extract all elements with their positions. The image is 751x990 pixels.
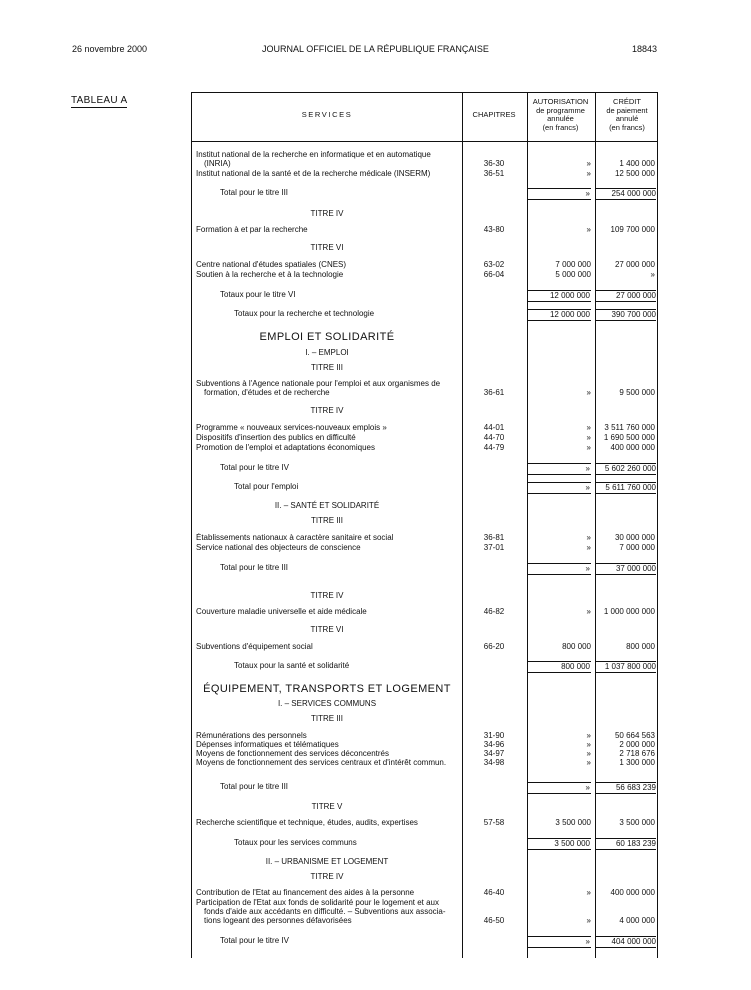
row-autorisation: » xyxy=(528,463,591,475)
row-autorisation: » xyxy=(586,443,591,452)
row-autorisation: » xyxy=(586,433,591,442)
subsection-heading: II. – URBANISME ET LOGEMENT xyxy=(265,857,389,866)
row-label-text: Couverture maladie universelle et aide médicale xyxy=(196,607,367,616)
row-label-text: Total pour le titre III xyxy=(220,782,289,791)
row-label xyxy=(196,225,459,234)
budget-table xyxy=(191,92,658,958)
row-label xyxy=(196,758,459,767)
row-label xyxy=(196,543,459,552)
row-credit: 1 000 000 000 xyxy=(603,607,655,616)
column-header-autorisation xyxy=(527,98,594,132)
row-chapitre: 36-51 xyxy=(483,169,505,178)
row-label xyxy=(196,818,459,827)
subsection-heading: I. – SERVICES COMMUNS xyxy=(277,699,377,708)
header-page-number: 18843 xyxy=(631,44,657,54)
row-autorisation: » xyxy=(528,563,591,575)
total-row xyxy=(192,782,659,796)
table-row xyxy=(192,388,659,402)
row-label-text: Dépenses informatiques et télématiques xyxy=(196,740,339,749)
titre-heading: TITRE VI xyxy=(310,625,344,634)
row-label-text: Institut national de la recherche en informatique et en automatique xyxy=(196,150,431,159)
row-chapitre: 36-81 xyxy=(483,533,505,542)
row-label-text: Rémunérations des personnels xyxy=(196,731,307,740)
table-row xyxy=(192,818,659,832)
column-header-chapitres: CHAPITRES xyxy=(472,110,516,119)
row-chapitre: 66-20 xyxy=(483,642,505,651)
row-label-text: Établissements nationaux à caractère sanitaire et social xyxy=(196,533,394,542)
row-credit: 254 000 000 xyxy=(596,188,656,200)
row-credit: 12 500 000 xyxy=(614,169,655,178)
row-credit: 109 700 000 xyxy=(610,225,655,234)
row-label-text: Soutien à la recherche et à la technologie xyxy=(196,270,344,279)
row-chapitre: 34-96 xyxy=(483,740,505,749)
row-label xyxy=(196,642,459,651)
total-row xyxy=(192,463,659,477)
table-row xyxy=(192,543,659,557)
row-credit: 4 000 000 xyxy=(619,916,655,925)
row-autorisation: » xyxy=(586,749,591,758)
row-label xyxy=(196,423,459,432)
row-label xyxy=(220,463,459,472)
total-row xyxy=(192,482,659,496)
row-label xyxy=(196,888,459,897)
row-credit: 3 500 000 xyxy=(619,818,655,827)
row-credit: 9 500 000 xyxy=(619,388,655,397)
row-label xyxy=(234,309,459,318)
row-autorisation: » xyxy=(586,169,591,178)
titre-heading: TITRE IV xyxy=(310,872,344,881)
subsection-heading: I. – EMPLOI xyxy=(305,348,349,357)
total-row xyxy=(192,661,659,675)
row-credit: 2 718 676 xyxy=(619,749,655,758)
row-label-text: Subventions d'équipement social xyxy=(196,642,313,651)
header-line: annulée xyxy=(547,114,574,124)
total-row xyxy=(192,563,659,577)
total-row xyxy=(192,290,659,304)
row-label xyxy=(204,159,459,168)
row-credit: 1 300 000 xyxy=(619,758,655,767)
total-row xyxy=(192,936,659,950)
row-autorisation: » xyxy=(528,936,591,948)
table-row xyxy=(192,607,659,621)
row-autorisation: » xyxy=(586,607,591,616)
row-label xyxy=(234,838,459,847)
row-label xyxy=(196,740,459,749)
row-autorisation: 7 000 000 xyxy=(555,260,591,269)
table-row xyxy=(192,916,659,930)
titre-heading: TITRE IV xyxy=(310,591,344,600)
row-chapitre: 46-40 xyxy=(483,888,505,897)
row-autorisation: 3 500 000 xyxy=(555,818,591,827)
row-autorisation: » xyxy=(586,225,591,234)
row-label-text: Totaux pour la recherche et technologie xyxy=(234,309,375,318)
row-autorisation: » xyxy=(586,543,591,552)
row-label xyxy=(196,270,459,279)
header-line: (en francs) xyxy=(609,122,645,132)
row-autorisation: » xyxy=(528,188,591,200)
titre-heading: TITRE IV xyxy=(310,406,344,415)
table-header xyxy=(192,92,657,142)
row-chapitre: 44-01 xyxy=(483,423,505,432)
row-label-text: formation, d'études et de recherche xyxy=(204,388,330,397)
row-label xyxy=(196,607,459,616)
row-autorisation: 5 000 000 xyxy=(555,270,591,279)
row-credit: 50 664 563 xyxy=(614,731,655,740)
row-autorisation: » xyxy=(586,388,591,397)
titre-heading: TITRE IV xyxy=(310,209,344,218)
titre-heading: TITRE V xyxy=(311,802,343,811)
row-label-text: Subventions à l'Agence nationale pour l'emploi et aux organismes de xyxy=(196,379,441,388)
row-credit: » xyxy=(650,270,655,279)
row-label-text: Total pour le titre IV xyxy=(220,936,289,945)
row-credit: 2 000 000 xyxy=(619,740,655,749)
row-credit: 5 602 260 000 xyxy=(596,463,656,475)
row-label xyxy=(204,907,459,916)
header-line: CRÉDIT xyxy=(613,97,641,106)
table-row xyxy=(192,169,659,183)
header-line: annulé xyxy=(615,114,639,124)
row-label-text: Moyens de fonctionnement des services déconcentrés xyxy=(196,749,389,758)
table-row xyxy=(192,270,659,284)
row-credit: 7 000 000 xyxy=(619,543,655,552)
row-label xyxy=(196,169,459,178)
row-label-text: Centre national d'études spatiales (CNES) xyxy=(196,260,347,269)
row-autorisation: » xyxy=(586,758,591,767)
row-label xyxy=(204,916,459,925)
header-line: de paiement xyxy=(606,105,648,115)
row-autorisation: » xyxy=(586,740,591,749)
row-label xyxy=(196,379,459,388)
row-autorisation: 800 000 xyxy=(528,661,591,673)
header-line: de programme xyxy=(536,105,585,115)
row-chapitre: 46-50 xyxy=(483,916,505,925)
row-label-text: tions logeant des personnes défavorisées xyxy=(204,916,352,925)
row-label xyxy=(196,898,459,907)
row-label-text: Total pour le titre IV xyxy=(220,463,289,472)
subsection-heading: II. – SANTÉ ET SOLIDARITÉ xyxy=(274,501,380,510)
row-label-text: Total pour l'emploi xyxy=(234,482,299,491)
row-label-text: Formation à et par la recherche xyxy=(196,225,308,234)
row-chapitre: 34-97 xyxy=(483,749,505,758)
row-autorisation: 3 500 000 xyxy=(528,838,591,850)
row-label xyxy=(220,563,459,572)
row-chapitre: 43-80 xyxy=(483,225,505,234)
row-credit: 60 183 239 xyxy=(596,838,656,850)
row-label xyxy=(234,482,459,491)
row-label xyxy=(196,433,459,442)
total-row xyxy=(192,838,659,852)
section-heading: EMPLOI ET SOLIDARITÉ xyxy=(259,331,395,343)
row-credit: 400 000 000 xyxy=(610,443,655,452)
total-row xyxy=(192,309,659,323)
column-header-services: SERVICES xyxy=(301,110,353,119)
row-credit: 56 683 239 xyxy=(596,782,656,794)
table-row xyxy=(192,758,659,772)
section-heading: ÉQUIPEMENT, TRANSPORTS ET LOGEMENT xyxy=(203,683,451,695)
row-credit: 390 700 000 xyxy=(596,309,656,321)
row-label-text: Total pour le titre III xyxy=(220,563,289,572)
total-row xyxy=(192,188,659,202)
row-autorisation: 12 000 000 xyxy=(528,309,591,321)
row-chapitre: 36-30 xyxy=(483,159,505,168)
row-label xyxy=(196,749,459,758)
row-credit: 37 000 000 xyxy=(596,563,656,575)
row-label-text: Total pour le titre III xyxy=(220,188,289,197)
row-autorisation: » xyxy=(586,423,591,432)
row-credit: 27 000 000 xyxy=(614,260,655,269)
row-chapitre: 31-90 xyxy=(483,731,505,740)
row-autorisation: » xyxy=(586,533,591,542)
row-autorisation: » xyxy=(528,482,591,494)
row-label xyxy=(204,388,459,397)
table-tag: TABLEAU A xyxy=(71,95,128,106)
row-autorisation: » xyxy=(586,916,591,925)
row-chapitre: 44-79 xyxy=(483,443,505,452)
row-chapitre: 44-70 xyxy=(483,433,505,442)
header-line: AUTORISATION xyxy=(532,97,589,106)
row-credit: 27 000 000 xyxy=(596,290,656,302)
row-label-text: Promotion de l'emploi et adaptations économiques xyxy=(196,443,375,452)
row-label-text: Dispositifs d'insertion des publics en difficulté xyxy=(196,433,356,442)
row-credit: 5 611 760 000 xyxy=(596,482,656,494)
row-chapitre: 63-02 xyxy=(483,260,505,269)
row-label xyxy=(196,731,459,740)
row-credit: 1 400 000 xyxy=(619,159,655,168)
row-label xyxy=(196,150,459,159)
row-chapitre: 46-82 xyxy=(483,607,505,616)
column-header-credit xyxy=(595,98,659,132)
row-label-text: Moyens de fonctionnement des services centraux et d'intérêt commun. xyxy=(196,758,447,767)
row-label-text: Service national des objecteurs de conscience xyxy=(196,543,361,552)
titre-heading: TITRE III xyxy=(311,363,343,372)
row-label xyxy=(220,936,459,945)
row-label xyxy=(196,260,459,269)
header-date: 26 novembre 2000 xyxy=(72,44,148,54)
row-label-text: Totaux pour les services communs xyxy=(234,838,357,847)
titre-heading: TITRE III xyxy=(311,714,343,723)
row-autorisation: » xyxy=(586,731,591,740)
row-credit: 30 000 000 xyxy=(614,533,655,542)
row-credit: 404 000 000 xyxy=(596,936,656,948)
row-label xyxy=(220,290,459,299)
row-label-text: Institut national de la santé et de la recherche médicale (INSERM) xyxy=(196,169,431,178)
row-label-text: Participation de l'Etat aux fonds de solidarité pour le logement et aux xyxy=(196,898,440,907)
row-credit: 800 000 xyxy=(626,642,655,651)
table-row xyxy=(192,443,659,457)
row-autorisation: » xyxy=(586,159,591,168)
row-chapitre: 66-04 xyxy=(483,270,505,279)
row-credit: 3 511 760 000 xyxy=(604,423,655,432)
row-label-text: Totaux pour la santé et solidarité xyxy=(234,661,350,670)
row-label xyxy=(196,443,459,452)
row-label xyxy=(220,782,459,791)
table-row xyxy=(192,642,659,656)
row-autorisation: 800 000 xyxy=(562,642,591,651)
row-autorisation: » xyxy=(586,888,591,897)
row-label-text: Recherche scientifique et technique, études, audits, expertises xyxy=(196,818,418,827)
header-journal-title: JOURNAL OFFICIEL DE LA RÉPUBLIQUE FRANÇAISE xyxy=(262,44,489,54)
row-autorisation: 12 000 000 xyxy=(528,290,591,302)
row-label xyxy=(196,533,459,542)
row-chapitre: 36-61 xyxy=(483,388,505,397)
row-label-text: (INRIA) xyxy=(204,159,231,168)
row-credit: 1 690 500 000 xyxy=(603,433,655,442)
row-label-text: Totaux pour le titre VI xyxy=(220,290,296,299)
titre-heading: TITRE VI xyxy=(310,243,344,252)
row-credit: 400 000 000 xyxy=(610,888,655,897)
table-row xyxy=(192,225,659,239)
row-label xyxy=(220,188,459,197)
row-credit: 1 037 800 000 xyxy=(596,661,656,673)
row-chapitre: 37-01 xyxy=(483,543,505,552)
row-chapitre: 57-58 xyxy=(483,818,505,827)
row-label xyxy=(234,661,459,670)
titre-heading: TITRE III xyxy=(311,516,343,525)
row-chapitre: 34-98 xyxy=(483,758,505,767)
row-autorisation: » xyxy=(528,782,591,794)
row-label-text: Contribution de l'Etat au financement des aides à la personne xyxy=(196,888,415,897)
row-label-text: fonds d'aide aux accédants en difficulté. – Subventions aux associa- xyxy=(204,907,446,916)
header-line: (en francs) xyxy=(542,122,579,132)
row-label-text: Programme « nouveaux services-nouveaux emplois » xyxy=(196,423,387,432)
